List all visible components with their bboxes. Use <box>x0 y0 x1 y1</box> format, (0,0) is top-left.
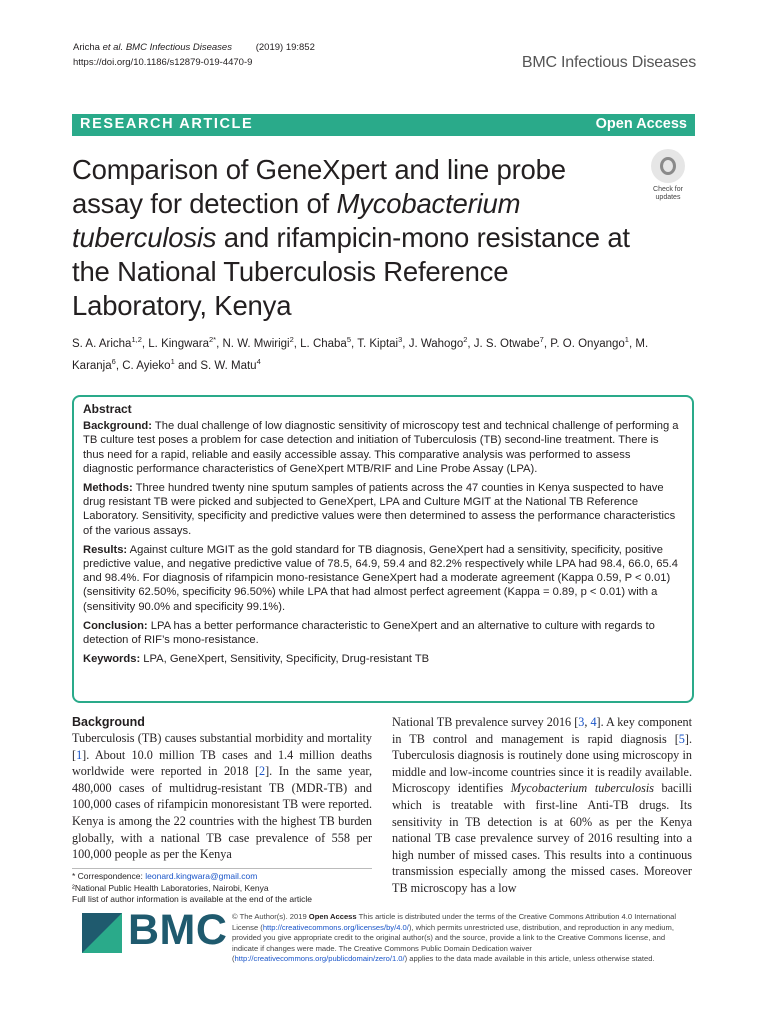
author-affiliation-sup: 5 <box>346 335 352 344</box>
bmc-logo-text: BMC <box>128 906 228 954</box>
author-affiliation-sup: 2 <box>463 335 468 344</box>
correspondence-email-link[interactable]: leonard.kingwara@gmail.com <box>145 871 258 881</box>
license-text-3: ) applies to the data made available in this article, unless otherwise stated. <box>404 954 655 964</box>
open-access-label: Open Access <box>595 116 687 132</box>
author-name: S. W. Matu <box>200 359 257 372</box>
conclusion-label: Conclusion: <box>83 619 148 632</box>
author-list: S. A. Aricha$^{1,2}$, L. Kingwara$^{2*}$, N. W. Mwirigi$^2$, L. Chaba$^5$, T. Kiptai$^3$, J. Wahogo$^2$, J. S. Otwabe$^7$, P. O. Onyango$^1$, M. Karanja$^6$, C. Ayieko$^1$ and S. W. Matu$^4$ <box>72 335 649 372</box>
doi-link[interactable]: https://doi.org/10.1186/s12879-019-4470-9 <box>73 57 253 68</box>
correspondence-line <box>72 871 312 883</box>
author-affiliation-sup: 2 <box>289 335 294 344</box>
abstract-keywords <box>83 652 682 666</box>
section-heading-background: Background <box>72 715 145 729</box>
license-text <box>232 912 692 965</box>
check-for-updates-badge[interactable] <box>645 149 691 202</box>
background-text: The dual challenge of low diagnostic sensitivity of microscopy test and technical challenge of performing a TB culture test poses a problem for case detection and initiation of Tuberculosis (TB) second-line treatment. There is thus need for a rapid, reliable and easily accessible assay. This comparative analysis was performed to assess diagnostic performance characteristics of GeneXpert MTB/RIF and Line Probe Assay (LPA). <box>83 420 679 475</box>
license-open-access: Open Access <box>308 912 357 921</box>
author-name: J. Wahogo <box>408 337 464 350</box>
check-line-2: updates <box>655 194 681 201</box>
correspondence-prefix: * Correspondence: <box>72 871 146 881</box>
bmc-logo-mark-icon <box>82 913 122 953</box>
body-paragraph-left: Tuberculosis (TB) causes substantial morbidity and mortality [1]. About 10.0 million TB cases and 1.4 million deaths worldwide were reported in 2018 [2]. In the same year, 480,000 cases of multidrug-resistant TB (MDR-TB) and 100,000 cases of rifampicin monoresistant TB were reported. Kenya is among the 22 countries with the highest TB burden globally, with a national TB case prevalence of 558 per 100,000 people as per the Kenya <box>72 731 373 862</box>
citation-header <box>73 40 315 70</box>
bmc-logo <box>82 906 228 956</box>
check-line-1: Check for <box>653 186 683 193</box>
results-text: Against culture MGIT as the gold standard for TB diagnosis, GeneXpert had a sensitivity, specificity, positive predictive value, and negative predictive value of 78.5, 64.9, 59.4 and 82.2% respectively while LPA had 98.4, 66.0, 65.4 and 98.4%. For diagnosis of rifampicin mono-resistance GeneXpert had a moderate agreement (Kappa 0.59, P < 0.01) (sensitivity 62.50%, specificity 96.50%) while LPA that had almost perfect agreement (Kappa = 0.89, p < 0.01) with a (sensitivity 90.0% and specificity 99.1%). <box>83 543 678 613</box>
title-part-1: Comparison of GeneXpert and line probe assay for detection of <box>72 154 566 219</box>
citation-ref-link[interactable]: 3 <box>578 715 585 729</box>
abstract-conclusion <box>83 619 682 647</box>
citation-line <box>73 40 315 55</box>
body-column-right <box>392 714 692 897</box>
license-text-2: ), which permits unrestricted use, distribution, and reproduction in any medium, provided you give appropriate credit to the original author(s) and the source, provide a link to the Creative Commons license, and indicate if changes were made. The Creative Commons Public Domain Dedication waiver ( <box>232 922 674 964</box>
author-name: S. A. Aricha <box>72 337 132 350</box>
license-url-link[interactable]: http://creativecommons.org/licenses/by/4.0/ <box>262 922 409 932</box>
author-name: L. Kingwara <box>148 337 210 350</box>
results-label: Results: <box>83 543 128 556</box>
footnotes <box>72 871 312 906</box>
license-copyright: © The Author(s). 2019 <box>232 912 309 921</box>
article-title <box>72 153 632 323</box>
title-part-2: and rifampicin-mono resistance at the National Tuberculosis Reference Laboratory, Kenya <box>72 222 630 321</box>
citation-authors: Aricha <box>73 42 100 53</box>
body-column-left <box>72 714 372 863</box>
title-italic-organism: Mycobacterium tuberculosis <box>72 188 521 253</box>
article-type-banner <box>72 114 695 136</box>
author-name: N. W. Mwirigi <box>222 337 290 350</box>
author-name: C. Ayieko <box>122 359 171 372</box>
italic-term: Mycobacterium tuberculosis <box>510 781 654 796</box>
citation-ref-link[interactable]: 1 <box>76 747 83 762</box>
keywords-text: LPA, GeneXpert, Sensitivity, Specificity, Drug-resistant TB <box>140 653 430 666</box>
journal-name: BMC Infectious Diseases <box>521 54 696 71</box>
license-text-1: This article is distributed under the terms of the Creative Commons Attribution 4.0 International License ( <box>232 912 677 932</box>
author-affiliation-sup: 3 <box>398 335 403 344</box>
abstract-methods <box>83 481 682 538</box>
author-affiliation-sup: 2* <box>209 335 217 344</box>
public-domain-url-link[interactable]: http://creativecommons.org/publicdomain/zero/1.0/ <box>234 954 405 964</box>
methods-text: Three hundred twenty nine sputum samples of patients across the 47 counties in Kenya suspected to have drug resistant TB were picked and subjected to GeneXpert, LPA and Culture MGIT at the National TB Reference Laboratory. Sensitivity, specificity and predictive values were then determined to assess the performance characteristics of the various assays. <box>83 482 676 537</box>
conclusion-text: LPA has a better performance characteristic to GeneXpert and an alternative to culture with regards to detection of RIF’s mono-resistance. <box>83 619 655 647</box>
citation-journal: BMC Infectious Diseases <box>125 42 232 53</box>
author-name: J. S. Otwabe <box>473 337 540 350</box>
author-name: M. Karanja <box>72 337 649 372</box>
abstract-heading: Abstract <box>83 402 132 416</box>
abstract-box <box>72 395 694 703</box>
citation-year-volume: (2019) 19:852 <box>255 42 315 53</box>
article-type-label: RESEARCH ARTICLE <box>80 116 254 132</box>
author-name: T. Kiptai <box>357 337 399 350</box>
author-affiliation-sup: 6 <box>111 356 116 366</box>
abstract-results <box>83 543 682 614</box>
author-affiliation-sup: 7 <box>539 335 544 344</box>
check-for-updates-icon <box>651 149 685 183</box>
author-affiliation-sup: 1 <box>170 356 175 366</box>
body-paragraph-right: National TB prevalence survey 2016 [3, 4]. A key component in TB control and management is rapid diagnosis [5]. Tuberculosis diagnosis is routinely done using microscopy in middle and low-income countries since it is readily available. Microscopy identifies Mycobacterium tuberculosis bacilli which is treatable with first-line Anti-TB drugs. Its sensitivity in TB detection is at 60% as per the Kenya national TB case prevalence survey of 2016 resulting into a high number of missed cases. This results into a continuous transmission especially among the missed cases. Moreover TB microscopy has a low <box>392 715 692 895</box>
check-for-updates-text <box>645 186 691 202</box>
citation-ref-link[interactable]: 5 <box>678 731 685 746</box>
citation-ref-link[interactable]: 2 <box>259 764 266 779</box>
background-label: Background: <box>83 420 152 433</box>
footnote-divider <box>72 868 372 869</box>
citation-ref-link[interactable]: 4 <box>590 715 597 729</box>
author-name: P. O. Onyango <box>550 337 625 350</box>
methods-label: Methods: <box>83 482 133 495</box>
author-affiliation-sup: 1 <box>624 335 629 344</box>
author-affiliation-sup: 1,2 <box>131 335 142 344</box>
author-affiliation-sup: 4 <box>256 356 261 366</box>
author-info-note: Full list of author information is available at the end of the article <box>72 894 313 904</box>
affiliation-note: ²National Public Health Laboratories, Nairobi, Kenya <box>72 882 269 893</box>
citation-etal: et al. <box>102 42 124 53</box>
keywords-label: Keywords: <box>83 653 141 666</box>
abstract-background <box>83 419 682 476</box>
author-name: L. Chaba <box>300 337 347 350</box>
